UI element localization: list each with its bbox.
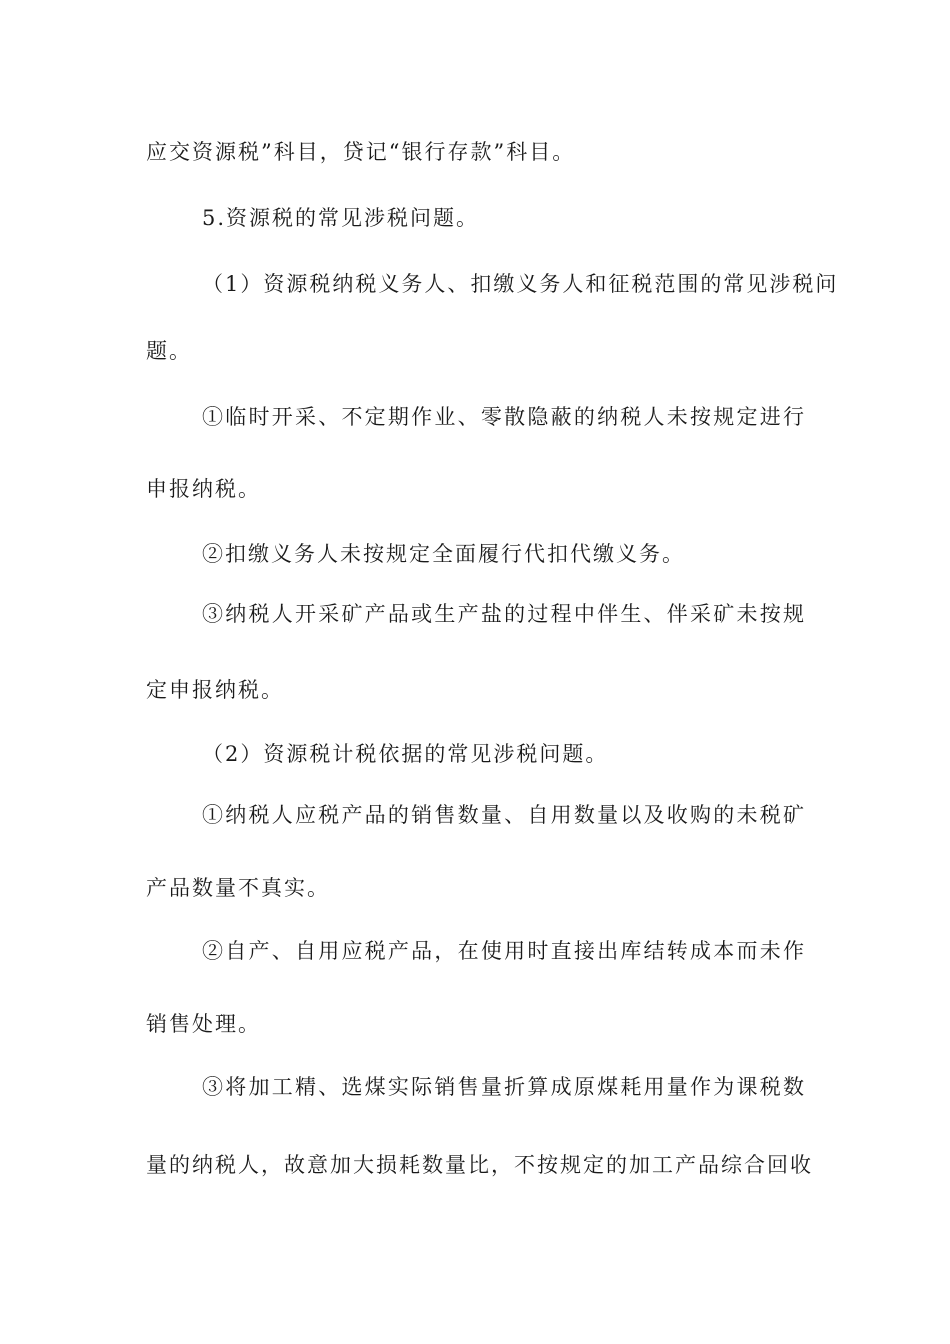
list-item-2-1: ①纳税人应税产品的销售数量、自用数量以及收购的未税矿 (202, 803, 806, 827)
subsection-heading-1: （1）资源税纳税义务人、扣缴义务人和征税范围的常见涉税问 (202, 272, 839, 296)
text-line-4: 题。 (146, 339, 192, 363)
list-item-1-3: ③纳税人开采矿产品或生产盐的过程中伴生、伴采矿未按规 (202, 602, 806, 626)
text-line-1: 应交资源税”科目，贷记“银行存款”科目。 (146, 140, 576, 164)
list-item-2-2: ②自产、自用应税产品，在使用时直接出库结转成本而未作 (202, 939, 806, 963)
text-line-14: 销售处理。 (146, 1012, 261, 1036)
subsection-heading-2: （2）资源税计税依据的常见涉税问题。 (202, 742, 609, 766)
section-heading-5: 5.资源税的常见涉税问题。 (202, 206, 480, 230)
list-item-1-1: ①临时开采、不定期作业、零散隐蔽的纳税人未按规定进行 (202, 405, 806, 429)
list-item-2-3: ③将加工精、选煤实际销售量折算成原煤耗用量作为课税数 (202, 1075, 806, 1099)
list-item-1-2: ②扣缴义务人未按规定全面履行代扣代缴义务。 (202, 542, 685, 566)
text-line-6: 申报纳税。 (146, 477, 261, 501)
text-line-12: 产品数量不真实。 (146, 876, 330, 900)
text-line-16: 量的纳税人，故意加大损耗数量比，不按规定的加工产品综合回收 (146, 1153, 813, 1177)
text-line-9: 定申报纳税。 (146, 678, 284, 702)
